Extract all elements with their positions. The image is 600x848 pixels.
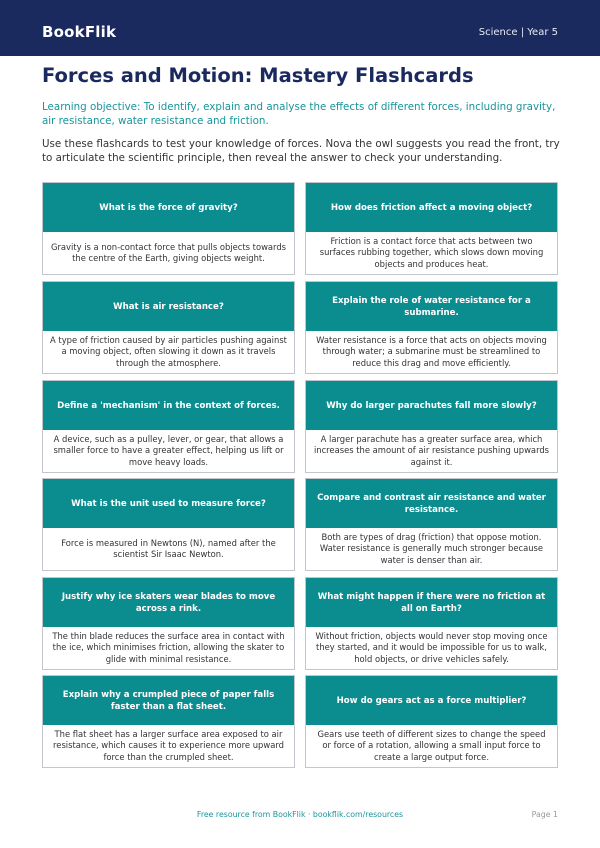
flashcard[interactable] — [305, 182, 558, 275]
page-title: Forces and Motion: Mastery Flashcards — [42, 64, 474, 87]
flashcard-question: Justify why ice skaters wear blades to move across a rink. — [43, 578, 294, 627]
flashcard[interactable] — [305, 577, 558, 670]
flashcard-answer: The flat sheet has a larger surface area exposed to air resistance, which causes it to experience more upward force than the crumpled sheet. — [53, 728, 284, 762]
flashcard[interactable] — [42, 577, 295, 670]
flashcard-question: What might happen if there were no friction at all on Earth? — [306, 578, 557, 627]
page-number: Page 1 — [531, 810, 558, 819]
flashcard-question: How does friction affect a moving object? — [306, 183, 557, 232]
flashcard-question: What is air resistance? — [43, 282, 294, 331]
learning-objective: Learning objective: To identify, explain and analyse the effects of different forces, including gravity, air resistance, water resistance and friction. — [42, 101, 556, 127]
footer-link[interactable]: Free resource from BookFlik · bookflik.com/resources — [196, 810, 404, 819]
flashcard-answer: Force is measured in Newtons (N), named after the scientist Sir Isaac Newton. — [61, 537, 276, 559]
flashcard[interactable] — [42, 182, 295, 275]
flashcard-answer: Friction is a contact force that acts between two surfaces rubbing together, which slows down moving objects and produces heat. — [319, 235, 544, 269]
header-bar — [0, 0, 600, 56]
flashcard-question: Compare and contrast air resistance and water resistance. — [306, 479, 557, 528]
flashcard-question: What is the force of gravity? — [43, 183, 294, 232]
flashcard-answer: The thin blade reduces the surface area in contact with the ice, which minimises friction, allowing the skater to glide with minimal resistance. — [52, 630, 285, 664]
flashcard-question: What is the unit used to measure force? — [43, 479, 294, 528]
flashcard-question: How do gears act as a force multiplier? — [306, 676, 557, 725]
flashcard-answer: Without friction, objects would never stop moving once they started, and it would be impossible for us to walk, hold objects, or drive vehicles safely. — [315, 630, 548, 664]
flashcard-answer: Water resistance is a force that acts on objects moving through water; a submarine must be streamlined to reduce this drag and move efficiently. — [316, 334, 547, 368]
flashcard[interactable] — [42, 478, 295, 571]
flashcard[interactable] — [42, 281, 295, 374]
flashcard-question: Explain why a crumpled piece of paper falls faster than a flat sheet. — [43, 676, 294, 725]
brand-logo[interactable]: BookFlik — [42, 23, 117, 41]
flashcard[interactable] — [305, 281, 558, 374]
flashcard[interactable] — [305, 478, 558, 571]
flashcard[interactable] — [42, 675, 295, 768]
flashcard-answer: Gears use teeth of different sizes to change the speed or force of a rotation, allowing a small input force to create a large output force. — [317, 728, 546, 762]
flashcard-answer: A larger parachute has a greater surface area, which increases the amount of air resistance pushing upwards against it. — [313, 433, 550, 467]
flashcard[interactable] — [305, 380, 558, 473]
flashcard-answer: Gravity is a non-contact force that pulls objects towards the centre of the Earth, giving objects weight. — [50, 241, 287, 263]
flashcard-answer: Both are types of drag (friction) that oppose motion. Water resistance is generally much stronger because water is denser than air. — [319, 531, 544, 565]
subject-year-label: Science | Year 5 — [478, 27, 558, 38]
flashcard-answer: A type of friction caused by air particles pushing against a moving object, often slowing it down as it travels through the atmosphere. — [50, 334, 287, 368]
flashcard-question: Explain the role of water resistance for a submarine. — [306, 282, 557, 331]
flashcard[interactable] — [42, 380, 295, 473]
flashcard-answer: A device, such as a pulley, lever, or gear, that allows a smaller force to have a greater effect, helping us lift or move heavy loads. — [53, 433, 284, 467]
intro-text: Use these flashcards to test your knowledge of forces. Nova the owl suggests you read the front, try to articulate the scientific principle, then reveal the answer to check your understanding. — [42, 138, 560, 164]
flashcard-question: Why do larger parachutes fall more slowly? — [306, 381, 557, 430]
flashcard-question: Define a 'mechanism' in the context of forces. — [43, 381, 294, 430]
flashcard[interactable] — [305, 675, 558, 768]
